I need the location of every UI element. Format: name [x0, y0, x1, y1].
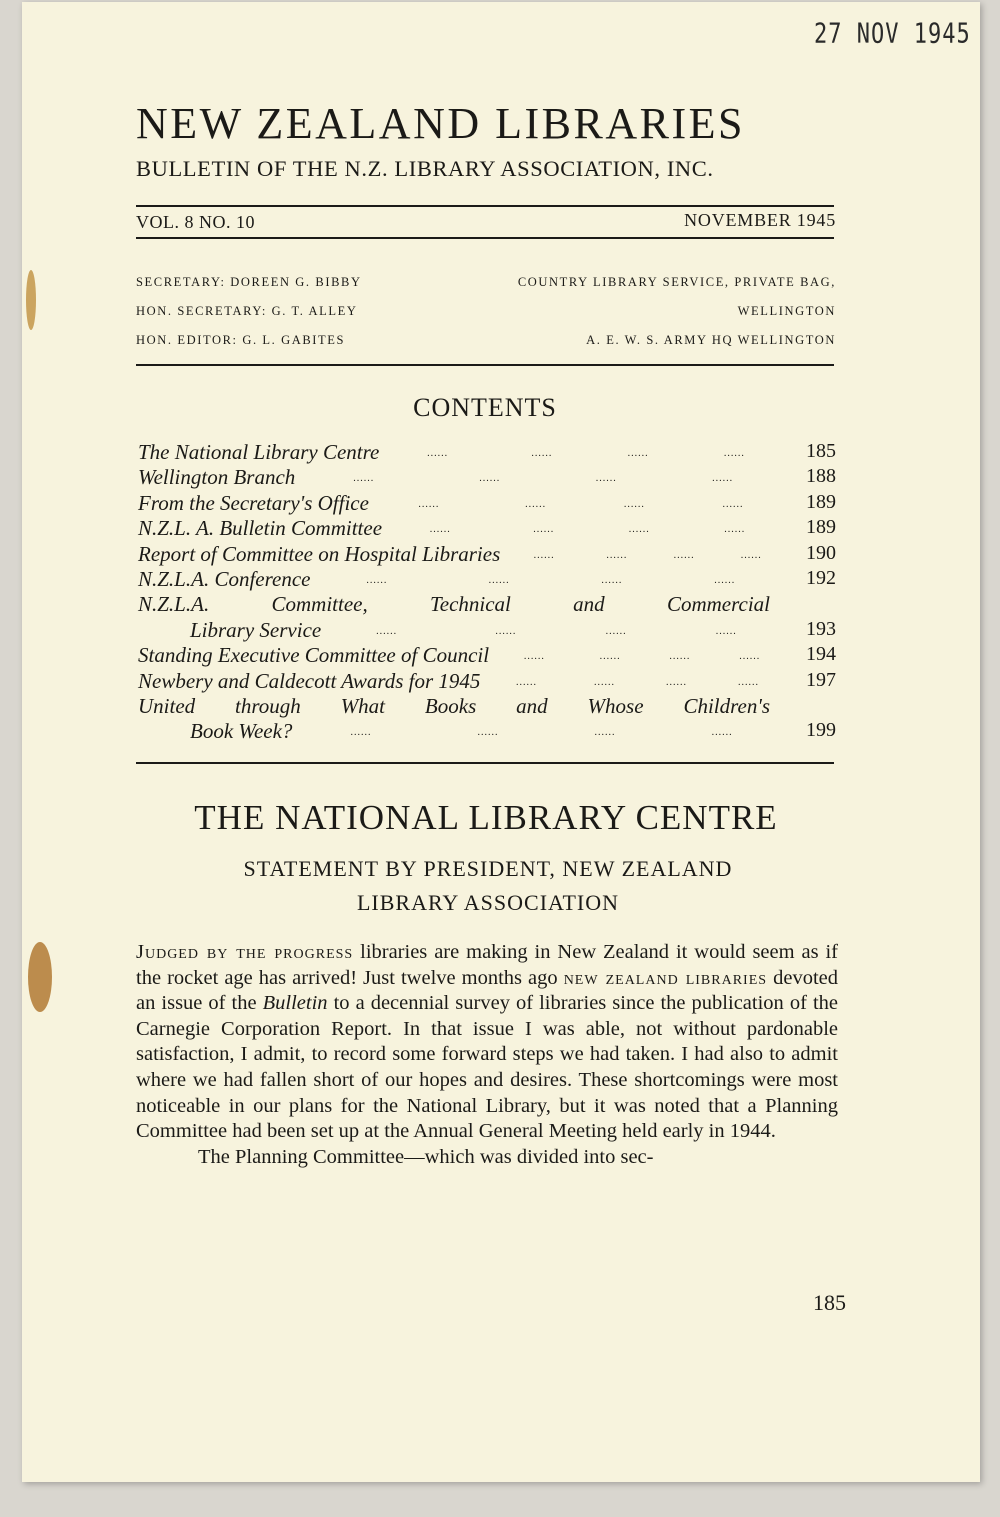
leader-dots: ......: [495, 625, 517, 637]
leader-dots: ......: [669, 651, 691, 663]
toc-entry: [138, 465, 838, 490]
page-number: 185: [813, 1290, 846, 1315]
leader-dots: ......: [488, 574, 510, 586]
toc-entry-title: Library Service: [190, 617, 322, 642]
address-line: WELLINGTON: [737, 304, 836, 318]
masthead-title: NEW ZEALAND LIBRARIES: [136, 99, 745, 148]
leader-dots: ......: [531, 448, 553, 459]
rule: [136, 205, 834, 207]
leader-dots: ......: [366, 574, 388, 586]
toc-entry-page: 189: [806, 490, 836, 513]
table-of-contents: [138, 440, 838, 745]
article-body: [136, 940, 838, 1170]
masthead-subtitle: BULLETIN OF THE N.Z. LIBRARY ASSOCIATION, INC.: [136, 156, 714, 181]
lead-in-small-caps: Judged by the progress: [136, 941, 354, 963]
officers-list: [136, 268, 362, 355]
leader-dots: ......: [623, 498, 645, 510]
leader-dots: ......: [376, 625, 398, 637]
leader-dots: ......: [594, 676, 615, 688]
leader-dots: ......: [740, 549, 762, 561]
article-title: THE NATIONAL LIBRARY CENTRE: [194, 798, 778, 837]
rule: [136, 762, 834, 764]
leader-dots: ......: [601, 574, 623, 586]
leader-dots: ......: [627, 448, 649, 459]
toc-entry-title: United through What Books and Whose Children's: [138, 693, 770, 718]
toc-entry-title: From the Secretary's Office: [138, 490, 369, 515]
leader-dots: ......: [724, 524, 746, 536]
leader-dots: ......: [525, 498, 547, 510]
toc-entry-title: Report of Committee on Hospital Libraries: [138, 541, 501, 566]
address-line: A. E. W. S. ARMY HQ WELLINGTON: [586, 333, 836, 347]
rule: [136, 364, 834, 366]
officer-line: HON. SECRETARY: G. T. ALLEY: [136, 304, 358, 318]
toc-entry: [138, 567, 838, 592]
paragraph-text: devoted an issue of the: [136, 966, 838, 1015]
leader-dots: ......: [605, 625, 627, 637]
publication-italic: Bulletin: [262, 992, 328, 1015]
volume-number: VOL. 8 NO. 10: [136, 212, 255, 232]
toc-entry-title: Newbery and Caldecott Awards for 1945: [138, 668, 481, 693]
toc-entry: [138, 618, 838, 643]
toc-entry-title: Wellington Branch: [138, 465, 296, 490]
toc-entry-title: Book Week?: [190, 719, 293, 744]
edge-stain: [28, 942, 52, 1012]
rule: [136, 237, 834, 239]
leader-dots: ......: [353, 473, 375, 485]
leader-dots: ......: [628, 524, 650, 536]
toc-entry-title: The National Library Centre: [138, 440, 380, 464]
leader-dots: ......: [516, 676, 537, 688]
toc-entry-page: 194: [806, 643, 836, 666]
article-paragraph: The Planning Committee—which was divided into sec-: [198, 1145, 654, 1168]
leader-dots: ......: [477, 727, 499, 739]
leader-dots: ......: [533, 524, 555, 536]
leader-dots: ......: [712, 473, 734, 485]
leader-dots: ......: [350, 727, 372, 739]
leader-dots: ......: [711, 727, 733, 739]
leader-dots: ......: [673, 549, 695, 561]
toc-entry-page: 189: [806, 516, 836, 539]
toc-entry-page: 192: [806, 566, 836, 589]
leader-dots: ......: [429, 524, 451, 536]
leader-dots: ......: [479, 473, 501, 485]
toc-entry: [138, 440, 838, 465]
leader-dots: ......: [606, 549, 628, 561]
officer-line: HON. EDITOR: G. L. GABITES: [136, 333, 346, 347]
publication-name: new zealand libraries: [563, 966, 768, 989]
leader-dots: ......: [714, 574, 736, 586]
article-subtitle-line: STATEMENT BY PRESIDENT, NEW ZEALAND: [243, 856, 733, 881]
leader-dots: ......: [418, 498, 440, 510]
leader-dots: ......: [427, 448, 449, 459]
addresses-list: [472, 268, 836, 355]
leader-dots: ......: [594, 727, 616, 739]
toc-entry-title: Standing Executive Committee of Council: [138, 643, 490, 668]
toc-entry-title: N.Z.L. A. Bulletin Committee: [138, 516, 383, 541]
toc-entry: [138, 669, 838, 694]
toc-entry-title: N.Z.L.A. Conference: [138, 566, 311, 591]
toc-entry: [138, 694, 838, 719]
contents-heading: CONTENTS: [413, 393, 557, 422]
toc-entry-title: N.Z.L.A. Committee, Technical and Commercial: [138, 592, 770, 617]
article-subtitle-line: LIBRARY ASSOCIATION: [356, 890, 620, 915]
leader-dots: ......: [533, 549, 555, 561]
article-subtitle: [160, 852, 816, 920]
toc-entry: [138, 643, 838, 668]
toc-entry: [138, 491, 838, 516]
date-stamp: 27 NOV 1945: [814, 18, 971, 51]
toc-entry-page: 185: [806, 440, 836, 462]
issue-date: NOVEMBER 1945: [684, 210, 836, 230]
edge-stain: [26, 270, 36, 330]
leader-dots: ......: [715, 625, 737, 637]
leader-dots: ......: [739, 651, 761, 663]
officer-line: SECRETARY: DOREEN G. BIBBY: [136, 275, 362, 289]
toc-entry-page: 188: [806, 465, 836, 488]
toc-entry: [138, 592, 838, 617]
toc-entry-page: 197: [806, 668, 836, 691]
leader-dots: ......: [523, 651, 545, 663]
article-paragraph: [136, 940, 838, 1145]
leader-dots: ......: [595, 473, 617, 485]
toc-entry-page: 193: [806, 617, 836, 640]
paragraph-text: to a decennial survey of libraries since the publication of the Carnegie Corporation Report. In that issue I was able, not without pardonable satisfaction, I admit, to record some forward steps we had taken. I had also to admit where we had fallen short of our hopes and desires. These shortcomings were most noticeable in our plans for the National Library, but it was noted that a Planning Committee had been set up at the Annual General Meeting held early in 1944.: [136, 992, 838, 1143]
toc-entry: [138, 542, 838, 567]
toc-entry-page: 199: [806, 719, 836, 742]
toc-entry: [138, 719, 838, 744]
leader-dots: ......: [599, 651, 621, 663]
leader-dots: ......: [738, 676, 759, 688]
leader-dots: ......: [723, 448, 745, 459]
toc-entry: [138, 516, 838, 541]
paragraph-text: libraries are making in New Zealand it would seem as if the rocket age has arrived! Just twelve months ago: [136, 941, 838, 989]
address-line: COUNTRY LIBRARY SERVICE, PRIVATE BAG,: [517, 275, 836, 289]
leader-dots: ......: [666, 676, 687, 688]
leader-dots: ......: [722, 498, 744, 510]
toc-entry-page: 190: [806, 541, 836, 564]
